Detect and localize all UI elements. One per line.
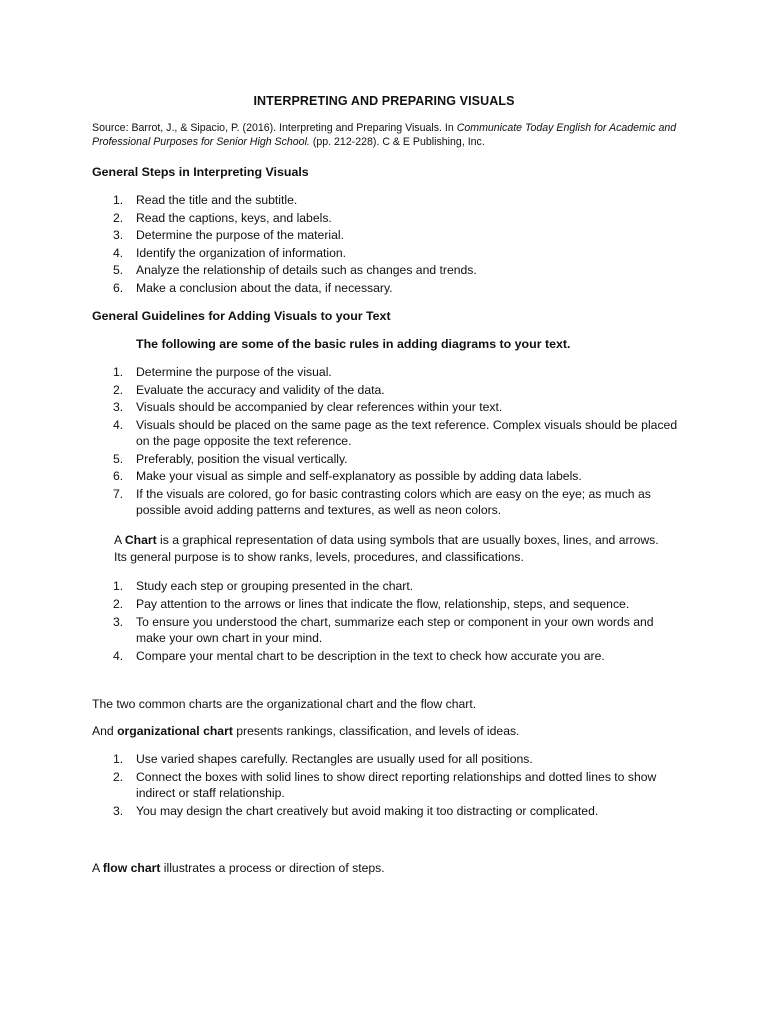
page-title: INTERPRETING AND PREPARING VISUALS xyxy=(253,94,515,108)
list-item: 4. Compare your mental chart to be description in the text to check how accurate you are. xyxy=(113,648,605,663)
list-item: 5. Analyze the relationship of details such as changes and trends. xyxy=(113,263,477,277)
section-subheading-rules: The following are some of the basic rules in adding diagrams to your text. xyxy=(136,337,571,351)
list-item: 3. Visuals should be accompanied by clear references within your text. xyxy=(113,400,503,414)
org-chart-paragraph: And organizational chart presents rankings, classification, and levels of ideas. xyxy=(92,724,520,738)
list-item: 1. Determine the purpose of the visual. xyxy=(113,365,332,379)
list-item: 1. Use varied shapes carefully. Rectangles are usually used for all positions. xyxy=(113,752,533,766)
flow-chart-paragraph: A flow chart illustrates a process or direction of steps. xyxy=(92,861,385,875)
guidelines-list xyxy=(92,364,682,520)
term-chart: Chart xyxy=(124,533,157,547)
list-item: 1. Study each step or grouping presented in the chart. xyxy=(113,579,414,593)
source-prefix: Source: Barrot, J., & Sipacio, P. (2016). Interpreting and Preparing Visuals. In xyxy=(92,122,457,134)
list-item: 4. Identify the organization of information. xyxy=(113,245,347,260)
list-item: 3. To ensure you understood the chart, summarize each step or component in your own words and make your own chart in your mind. xyxy=(113,614,654,645)
list-item: 3. Determine the purpose of the material. xyxy=(113,228,344,242)
org-chart-list xyxy=(92,751,682,820)
source-suffix: (pp. 212-228). C & E Publishing, Inc. xyxy=(309,136,485,148)
interpreting-steps-list xyxy=(92,192,682,297)
list-item: 2. Evaluate the accuracy and validity of the data. xyxy=(113,382,385,397)
section-heading-interpreting: General Steps in Interpreting Visuals xyxy=(92,165,309,179)
list-item: 1. Read the title and the subtitle. xyxy=(113,193,298,207)
source-citation xyxy=(92,121,682,149)
list-item: 7. If the visuals are colored, go for basic contrasting colors which are easy on the eye; as much as possible avoid adding patterns and textures, as well as neon colors. xyxy=(113,486,651,517)
list-item: 5. Preferably, position the visual vertically. xyxy=(113,451,348,466)
list-item: 2. Read the captions, keys, and labels. xyxy=(113,210,332,225)
term-flow-chart: flow chart xyxy=(102,861,161,875)
list-item: 3. You may design the chart creatively but avoid making it too distracting or complicated. xyxy=(113,803,599,818)
chart-definition-paragraph: A Chart is a graphical representation of data using symbols that are usually boxes, lines, and arrows. Its general purpose is to show ranks, levels, procedures, and classifications. xyxy=(114,533,659,564)
chart-steps-list xyxy=(92,578,682,665)
list-item: 4. Visuals should be placed on the same page as the text reference. Complex visuals should be placed on the page opposite the text reference. xyxy=(113,417,678,448)
source-book-title: Communicate Today English for Academic and Professional Purposes for Senior High School. xyxy=(92,122,677,148)
list-item: 6. Make your visual as simple and self-explanatory as possible by adding data labels. xyxy=(113,469,582,483)
list-item: 6. Make a conclusion about the data, if necessary. xyxy=(113,280,393,295)
common-charts-paragraph: The two common charts are the organizational chart and the flow chart. xyxy=(92,697,477,711)
list-item: 2. Pay attention to the arrows or lines that indicate the flow, relationship, steps, and sequence. xyxy=(113,596,630,611)
section-heading-guidelines: General Guidelines for Adding Visuals to your Text xyxy=(92,309,391,323)
list-item: 2. Connect the boxes with solid lines to show direct reporting relationships and dotted lines to show indirect or staff relationship. xyxy=(113,769,657,800)
term-organizational-chart: organizational chart xyxy=(117,724,233,738)
